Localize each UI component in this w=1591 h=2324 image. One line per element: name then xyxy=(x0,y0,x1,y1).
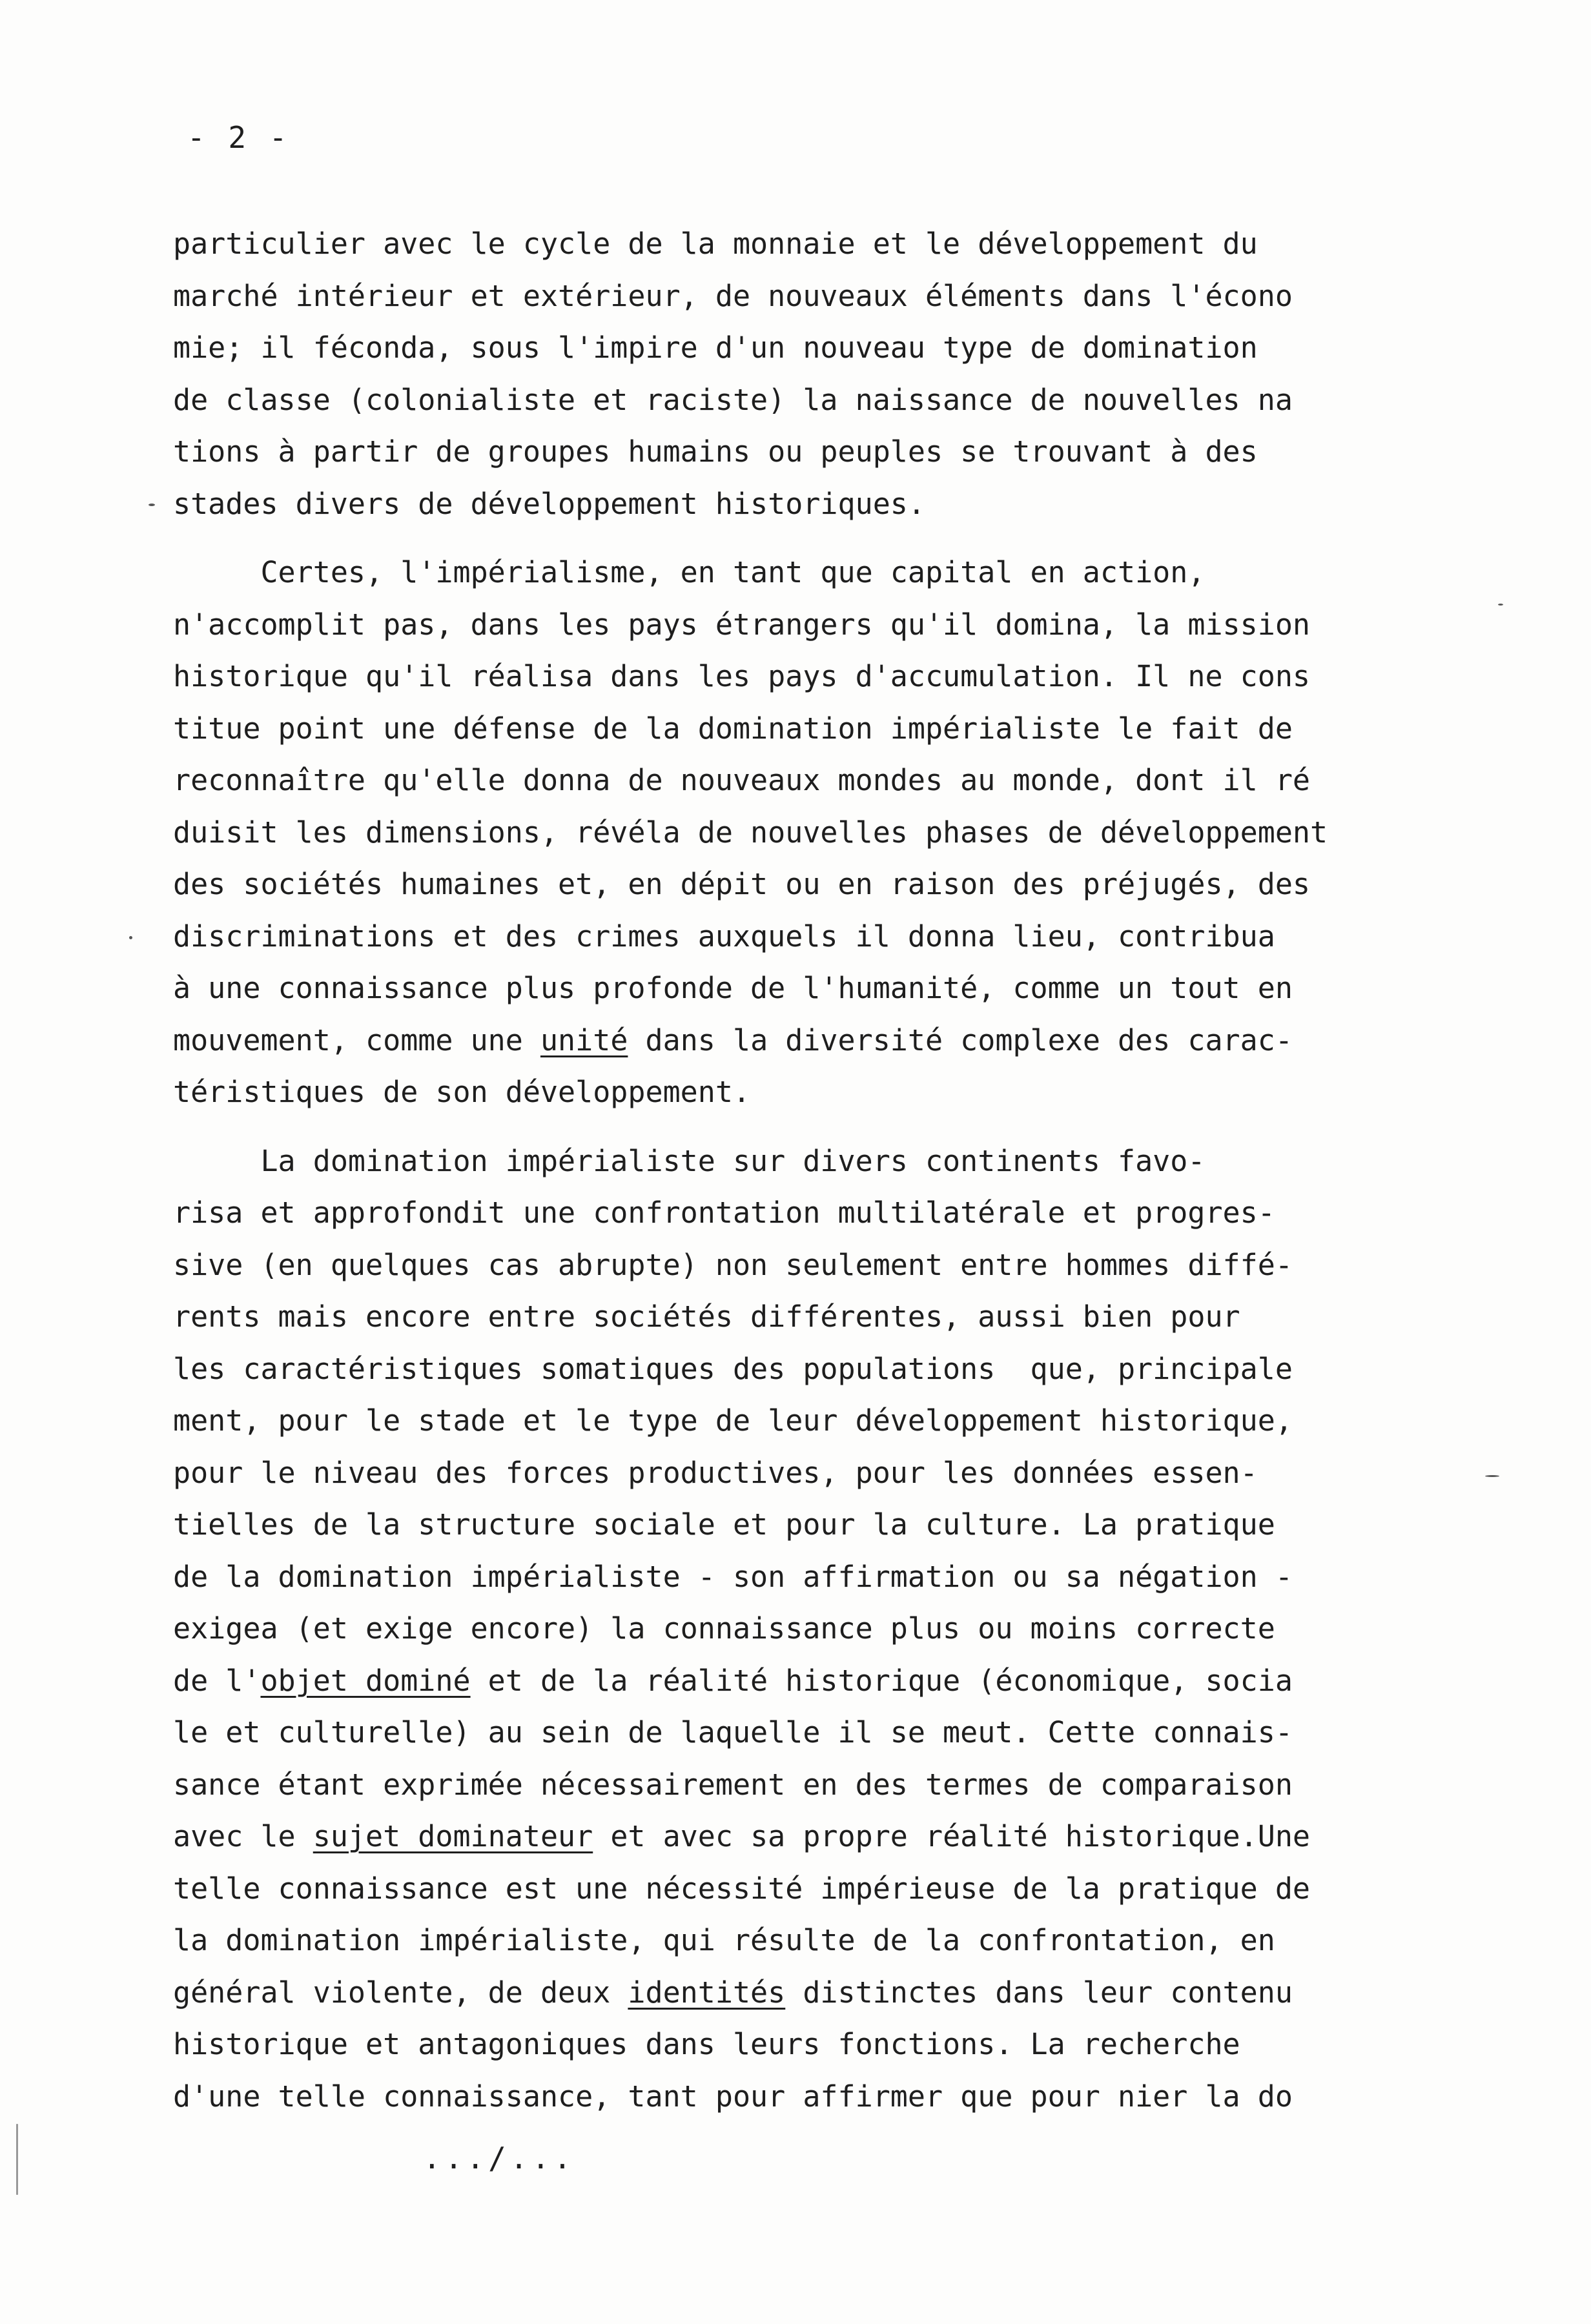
text-line: duisit les dimensions, révéla de nouvelles phases de développement xyxy=(173,815,1328,850)
text-line: la domination impérialiste, qui résulte de la confrontation, en xyxy=(173,1923,1275,1957)
body-text xyxy=(173,218,1413,2123)
text-line: risa et approfondit une confrontation multilatérale et progres- xyxy=(173,1196,1275,1230)
underlined-term: sujet dominateur xyxy=(313,1819,593,1853)
text-line: général violente, de deux identités distinctes dans leur contenu xyxy=(173,1975,1293,2010)
text-line: telle connaissance est une nécessité impérieuse de la pratique de xyxy=(173,1871,1310,1906)
scan-speck xyxy=(1498,604,1503,606)
text-line: rents mais encore entre sociétés différentes, aussi bien pour xyxy=(173,1300,1240,1334)
text-line: téristiques de son développement. xyxy=(173,1075,751,1109)
text-line: mouvement, comme une unité dans la diversité complexe des carac- xyxy=(173,1023,1293,1057)
text-line: le et culturelle) au sein de laquelle il se meut. Cette connais- xyxy=(173,1715,1293,1749)
scan-speck xyxy=(149,504,155,506)
paragraph-gap xyxy=(173,530,1413,547)
text-line: avec le sujet dominateur et avec sa propre réalité historique.Une xyxy=(173,1819,1311,1853)
text-line: stades divers de développement historiques. xyxy=(173,486,925,521)
scan-speck xyxy=(1485,1475,1499,1477)
text-line: pour le niveau des forces productives, pour les données essen- xyxy=(173,1455,1258,1490)
text-line: de l'objet dominé et de la réalité historique (économique, socia xyxy=(173,1663,1293,1698)
text-line: historique et antagoniques dans leurs fonctions. La recherche xyxy=(173,2027,1240,2061)
text-line: reconnaître qu'elle donna de nouveaux mondes au monde, dont il ré xyxy=(173,763,1310,797)
text-line: des sociétés humaines et, en dépit ou en raison des préjugés, des xyxy=(173,867,1310,901)
text-line: marché intérieur et extérieur, de nouveaux éléments dans l'écono xyxy=(173,278,1293,313)
text-line: titue point une défense de la domination impérialiste le fait de xyxy=(173,711,1293,746)
underlined-term: objet dominé xyxy=(260,1663,471,1698)
text-line: à une connaissance plus profonde de l'humanité, comme un tout en xyxy=(173,971,1293,1005)
scan-speck xyxy=(16,2124,18,2195)
text-line: La domination impérialiste sur divers continents favo- xyxy=(173,1143,1206,1178)
paragraph-1 xyxy=(173,218,1413,530)
page-number: - 2 - xyxy=(187,120,290,155)
text-line: Certes, l'impérialisme, en tant que capital en action, xyxy=(173,555,1206,589)
text-line: particulier avec le cycle de la monnaie et le développement du xyxy=(173,227,1258,261)
text-line: exigea (et exige encore) la connaissance plus ou moins correcte xyxy=(173,1611,1275,1646)
text-line: tions à partir de groupes humains ou peuples se trouvant à des xyxy=(173,434,1258,469)
text-line: de la domination impérialiste - son affirmation ou sa négation - xyxy=(173,1559,1293,1594)
text-line: sance étant exprimée nécessairement en des termes de comparaison xyxy=(173,1767,1293,1802)
scan-speck xyxy=(129,936,132,939)
text-line: n'accomplit pas, dans les pays étrangers qu'il domina, la mission xyxy=(173,607,1310,642)
text-line: d'une telle connaissance, tant pour affirmer que pour nier la do xyxy=(173,2079,1293,2114)
paragraph-gap xyxy=(173,1119,1413,1136)
text-line: ment, pour le stade et le type de leur développement historique, xyxy=(173,1403,1293,1438)
text-line: mie; il féconda, sous l'impire d'un nouveau type de domination xyxy=(173,331,1258,365)
paragraph-2 xyxy=(173,547,1413,1119)
text-line: sive (en quelques cas abrupte) non seulement entre hommes diffé- xyxy=(173,1247,1293,1282)
continuation-mark: .../... xyxy=(423,2141,575,2176)
text-line: tielles de la structure sociale et pour la culture. La pratique xyxy=(173,1507,1275,1542)
text-line: de classe (colonialiste et raciste) la naissance de nouvelles na xyxy=(173,382,1293,417)
text-line: les caractéristiques somatiques des populations que, principale xyxy=(173,1351,1293,1386)
paragraph-3 xyxy=(173,1136,1413,2123)
underlined-term: unité xyxy=(540,1023,628,1057)
text-line: historique qu'il réalisa dans les pays d'accumulation. Il ne cons xyxy=(173,659,1310,693)
underlined-term: identités xyxy=(628,1975,786,2010)
text-line: discriminations et des crimes auxquels il donna lieu, contribua xyxy=(173,919,1275,953)
